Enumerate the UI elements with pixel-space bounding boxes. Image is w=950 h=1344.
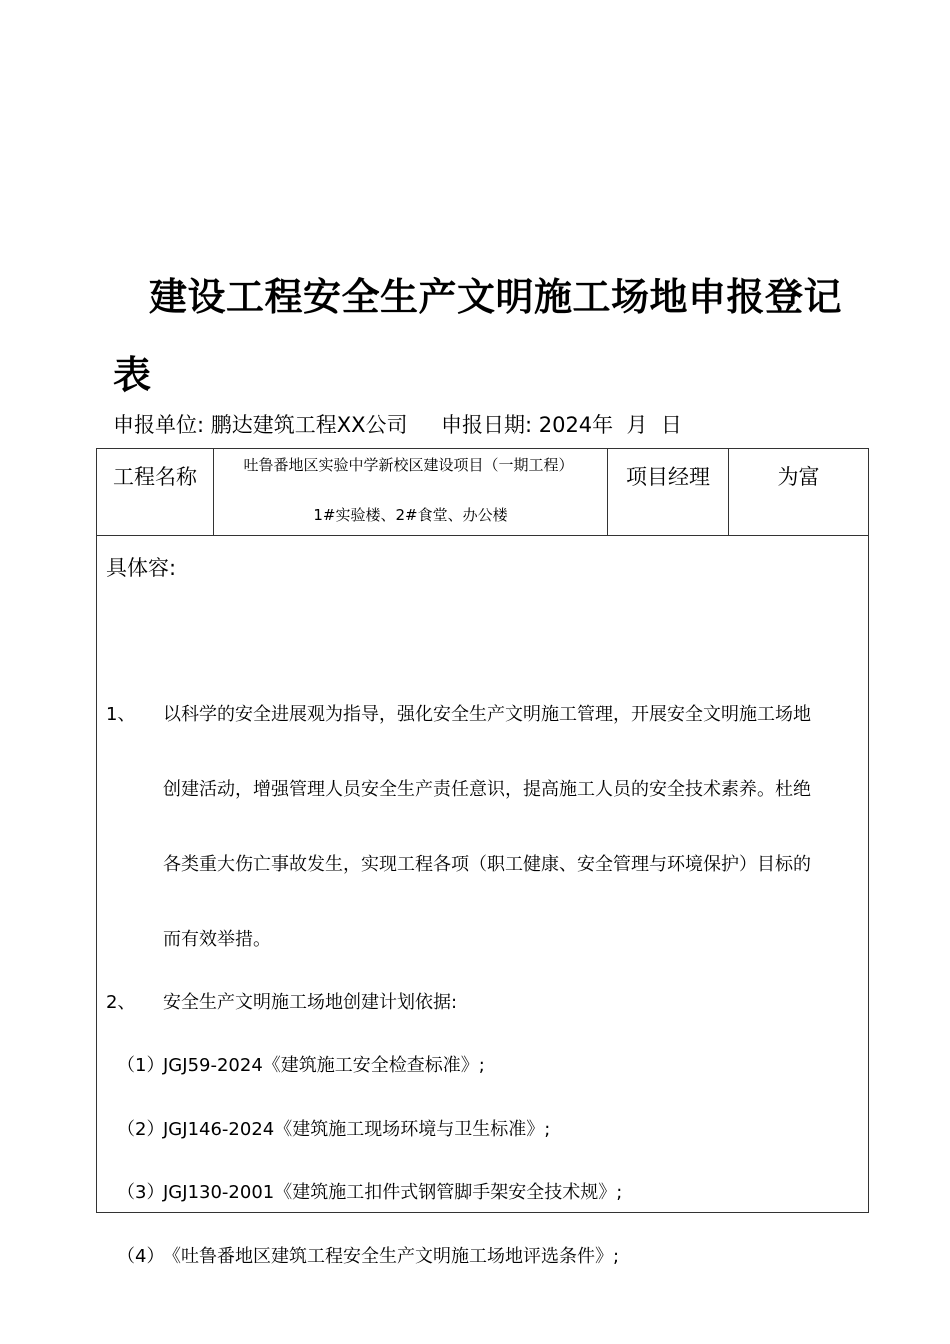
project-name-cell xyxy=(214,449,608,536)
project-name-line1: 吐鲁番地区实验中学新校区建设项目（一期工程） xyxy=(243,456,574,474)
content-cell xyxy=(97,536,869,1267)
declaration-meta xyxy=(113,408,873,442)
item1-line: 各类重大伤亡事故发生，实现工程各项（职工健康、安全管理与环境保护）目标的 xyxy=(163,854,811,875)
basis-item: JGJ146-2024《建筑施工现场环境与卫生标准》; xyxy=(163,1119,551,1140)
date-label: 申报日期: xyxy=(440,413,533,437)
item1-number: 1、 xyxy=(106,704,136,725)
item2-number: 2、 xyxy=(106,992,136,1013)
unit-label: 申报单位: xyxy=(113,413,205,437)
item1-line: 以科学的安全进展观为指导，强化安全生产文明施工管理，开展安全文明施工场地 xyxy=(163,704,811,725)
unit-value: 鹏达建筑工程XX公司 xyxy=(210,413,408,437)
item2-text: 安全生产文明施工场地创建计划依据: xyxy=(163,992,458,1013)
basis-number: （2） xyxy=(117,1119,165,1140)
manager-value: 为富 xyxy=(729,449,869,536)
basis-item: 《吐鲁番地区建筑工程安全生产文明施工场地评选条件》; xyxy=(163,1246,620,1267)
date-value: 2024年 月 日 xyxy=(538,413,682,437)
item1-line: 而有效举措。 xyxy=(163,929,271,950)
basis-number: （4） xyxy=(117,1246,165,1267)
document-title: 建设工程安全生产文明施工场地申报登记表 xyxy=(113,275,843,397)
header-row xyxy=(97,449,869,536)
basis-number: （1） xyxy=(117,1055,165,1076)
basis-number: （3） xyxy=(117,1182,165,1203)
registration-table xyxy=(96,448,869,1267)
item1-line: 创建活动，增强管理人员安全生产责任意识，提高施工人员的安全技术素养。杜绝 xyxy=(163,779,811,800)
basis-item: JGJ59-2024《建筑施工安全检查标准》; xyxy=(163,1055,485,1076)
content-row xyxy=(97,536,869,1213)
basis-item: JGJ130-2001《建筑施工扣件式钢管脚手架安全技术规》; xyxy=(163,1182,623,1203)
project-name-line2: 1#实验楼、2#食堂、办公楼 xyxy=(313,506,508,524)
manager-label: 项目经理 xyxy=(608,449,729,536)
content-label: 具体容: xyxy=(106,556,177,580)
project-label: 工程名称 xyxy=(97,449,214,536)
